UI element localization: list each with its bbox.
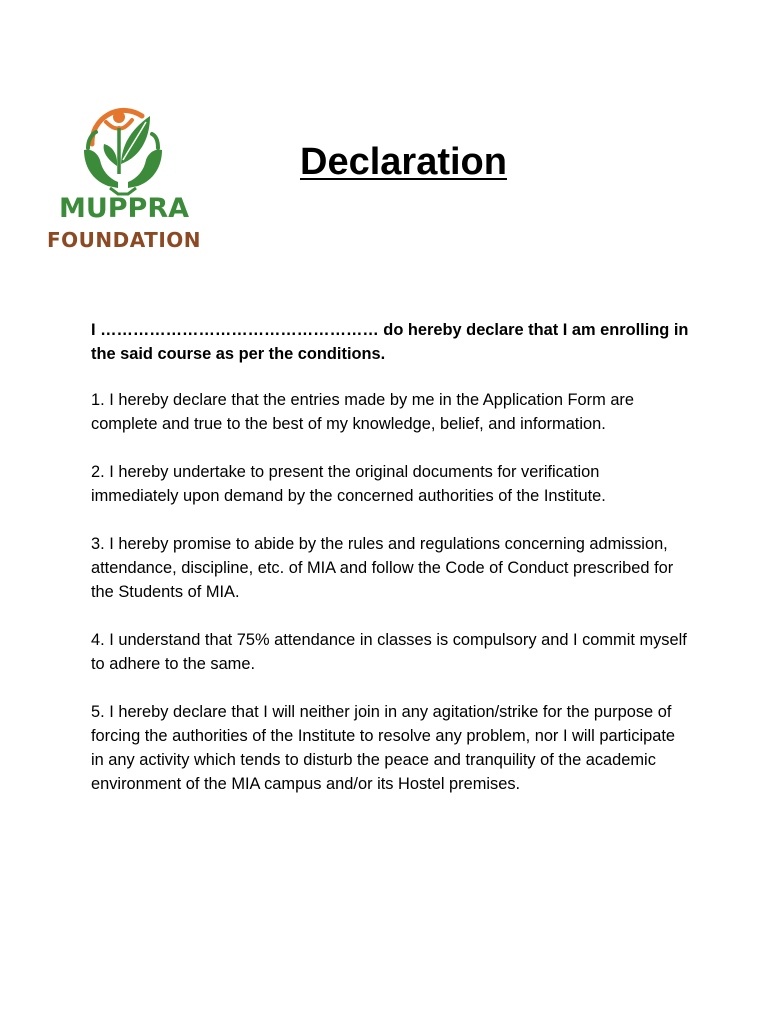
logo-name: MUPPRA bbox=[58, 193, 190, 224]
declaration-point-5: 5. I hereby declare that I will neither join in any agitation/strike for the purpose of forcing the authorities of the Institute to resolve any problem, nor I will participate in any activity which tends to disturb the peace and tranquility of the academic environment of the MIA campus and/or its Hostel premises. bbox=[91, 703, 675, 793]
declaration-point-4: 4. I understand that 75% attendance in classes is compulsory and I commit myself to adhere to the same. bbox=[91, 631, 687, 673]
declaration-point-1: 1. I hereby declare that the entries made by me in the Application Form are complete and true to the best of my knowledge, belief, and information. bbox=[91, 391, 635, 433]
page-title: Declaration bbox=[300, 141, 507, 183]
declaration-intro: I …………………………………………… do hereby declare that I am enrolling in the said course as per the conditions. bbox=[91, 321, 689, 363]
hands-plant-icon bbox=[78, 104, 168, 196]
declaration-point-3: 3. I hereby promise to abide by the rules and regulations concerning admission, attendance, discipline, etc. of MIA and follow the Code of Conduct prescribed for the Students of MIA. bbox=[91, 535, 674, 601]
muppra-foundation-logo bbox=[44, 104, 204, 254]
declaration-body bbox=[91, 318, 691, 820]
logo-subtitle: FOUNDATION bbox=[47, 228, 201, 252]
declaration-point-2: 2. I hereby undertake to present the original documents for verification immediately upon demand by the concerned authorities of the Institute. bbox=[91, 463, 606, 505]
